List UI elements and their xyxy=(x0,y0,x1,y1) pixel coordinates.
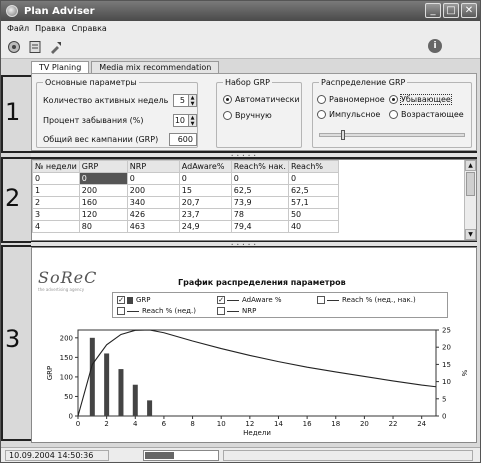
legend-label: Reach % (нед., нак.) xyxy=(342,296,416,304)
table-cell[interactable]: 2 xyxy=(33,197,80,209)
radio-dot[interactable] xyxy=(389,110,398,119)
y2-tick-label: 10 xyxy=(442,378,451,387)
logo-text: SoReC xyxy=(38,268,98,287)
table-row[interactable] xyxy=(33,197,339,209)
radio-dot[interactable] xyxy=(223,95,232,104)
x-tick-label: 22 xyxy=(388,420,398,428)
table-cell[interactable]: 160 xyxy=(79,197,127,209)
weeks-label: Количество активных недель xyxy=(43,96,169,105)
tools-icon[interactable] xyxy=(48,39,64,55)
close-button[interactable]: ✕ xyxy=(461,3,477,18)
grp-label: Общий вес кампании (GRP) xyxy=(43,135,159,144)
section-number: 3 xyxy=(5,325,21,353)
legend-label: NRP xyxy=(242,307,257,315)
legend-label: GRP xyxy=(136,296,151,304)
x-tick-label: 14 xyxy=(274,420,283,428)
radio-dot[interactable] xyxy=(389,95,398,104)
open-icon[interactable] xyxy=(6,39,22,55)
table-cell[interactable]: 0 xyxy=(127,173,179,185)
y2-tick-label: 0 xyxy=(442,412,447,421)
parameters-panel xyxy=(31,73,477,151)
grp-bar xyxy=(104,353,109,416)
table-cell[interactable]: 0 xyxy=(179,173,231,185)
col-header[interactable]: NRP xyxy=(127,161,179,173)
table-cell[interactable]: 57,1 xyxy=(288,197,338,209)
status-panel xyxy=(223,450,473,461)
table-cell[interactable]: 200 xyxy=(127,185,179,197)
table-cell[interactable]: 50 xyxy=(288,209,338,221)
table-cell[interactable]: 20,7 xyxy=(179,197,231,209)
table-cell[interactable]: 80 xyxy=(79,221,127,233)
x-tick-label: 6 xyxy=(161,420,167,428)
status-bar xyxy=(1,447,480,462)
radio-dot[interactable] xyxy=(223,111,232,120)
table-cell[interactable]: 0 xyxy=(288,173,338,185)
table-cell[interactable]: 340 xyxy=(127,197,179,209)
table-cell[interactable]: 24,9 xyxy=(179,221,231,233)
grp-set-group xyxy=(216,78,302,148)
grp-dist-title: Распределение GRP xyxy=(321,78,406,87)
col-header[interactable]: № недели xyxy=(33,161,80,173)
basic-params-group xyxy=(36,78,198,148)
forget-input[interactable]: 10 xyxy=(173,114,189,127)
tab-bar xyxy=(31,61,221,73)
radio-label: Вручную xyxy=(235,111,272,120)
y-tick-label: 50 xyxy=(64,392,73,401)
radio-label: Автоматически xyxy=(235,95,300,104)
grp-bar xyxy=(133,385,138,416)
x-tick-label: 2 xyxy=(104,420,109,428)
table-cell[interactable]: 73,9 xyxy=(231,197,288,209)
dist-increasing-radio[interactable] xyxy=(389,110,464,119)
table-cell[interactable]: 463 xyxy=(127,221,179,233)
legend-label: AdAware % xyxy=(242,296,282,304)
weeks-stepper[interactable]: ▲ ▼ xyxy=(188,94,197,107)
dist-impulse-radio[interactable] xyxy=(317,110,380,119)
x-tick-label: 24 xyxy=(417,420,427,428)
col-header[interactable]: GRP xyxy=(79,161,127,173)
table-cell[interactable]: 4 xyxy=(33,221,80,233)
app-icon xyxy=(6,5,18,17)
grp-bar xyxy=(90,338,95,416)
x-tick-label: 18 xyxy=(331,420,341,428)
radio-dot[interactable] xyxy=(317,110,326,119)
chart-panel xyxy=(31,247,477,443)
table-cell[interactable]: 62,5 xyxy=(288,185,338,197)
table-cell[interactable]: 0 xyxy=(79,173,127,185)
x-tick-label: 4 xyxy=(133,420,138,428)
radio-label: Убывающее xyxy=(401,95,451,104)
y2-axis-label: % xyxy=(460,369,468,377)
weeks-input[interactable]: 5 xyxy=(173,94,189,107)
table-row[interactable] xyxy=(33,185,339,197)
table-cell[interactable]: 426 xyxy=(127,209,179,221)
table-cell[interactable]: 62,5 xyxy=(231,185,288,197)
dist-uniform-radio[interactable] xyxy=(317,95,385,104)
table-row[interactable] xyxy=(33,221,339,233)
forget-stepper[interactable]: ▲ ▼ xyxy=(188,114,197,127)
scroll-thumb[interactable] xyxy=(466,172,475,196)
radio-label: Равномерное xyxy=(329,95,385,104)
grp-bar xyxy=(147,400,152,416)
y-tick-label: 0 xyxy=(68,412,73,421)
tab-media-mix[interactable]: Media mix recommendation xyxy=(91,61,219,73)
toolbar xyxy=(1,35,480,59)
adaware-line xyxy=(78,330,436,416)
logo-subtext: the advertising agency xyxy=(38,287,85,292)
splitter-top[interactable]: • • • • • xyxy=(31,153,477,157)
scroll-down-icon[interactable]: ▼ xyxy=(465,229,476,240)
menu-help[interactable]: Справка xyxy=(71,23,107,33)
table-cell[interactable]: 15 xyxy=(179,185,231,197)
radio-label: Возрастающее xyxy=(401,110,464,119)
col-header[interactable]: Reach% xyxy=(288,161,338,173)
table-header-row xyxy=(33,161,339,173)
y2-tick-label: 25 xyxy=(442,326,451,335)
radio-label: Импульсное xyxy=(329,110,381,119)
x-axis-label: Недели xyxy=(243,429,271,437)
checkbox[interactable]: ✓ xyxy=(218,296,224,304)
table-row[interactable] xyxy=(33,173,339,185)
plot-frame xyxy=(78,330,436,416)
table-cell[interactable]: 78 xyxy=(231,209,288,221)
section-number: 2 xyxy=(5,184,21,212)
splitter-bottom[interactable]: • • • • • xyxy=(31,242,477,246)
y-tick-label: 150 xyxy=(59,353,73,362)
table-cell[interactable]: 3 xyxy=(33,209,80,221)
window-title: Plan Adviser xyxy=(24,5,95,17)
progress-bar xyxy=(143,450,219,461)
y-tick-label: 200 xyxy=(59,334,73,343)
grp-set-auto-radio[interactable] xyxy=(223,95,300,104)
scroll-up-icon[interactable]: ▲ xyxy=(465,160,476,171)
y2-tick-label: 5 xyxy=(442,395,447,404)
table-cell[interactable]: 1 xyxy=(33,185,80,197)
save-icon[interactable] xyxy=(27,39,43,55)
basic-params-title: Основные параметры xyxy=(45,78,137,87)
x-tick-label: 20 xyxy=(359,420,369,428)
grp-dist-group xyxy=(312,78,472,148)
x-tick-label: 12 xyxy=(245,420,255,428)
menu-bar xyxy=(1,21,480,35)
checkbox[interactable]: ✓ xyxy=(118,296,124,304)
table-cell[interactable]: 40 xyxy=(288,221,338,233)
table-cell[interactable]: 79,4 xyxy=(231,221,288,233)
menu-file[interactable]: Файл xyxy=(7,23,30,33)
x-tick-label: 16 xyxy=(302,420,312,428)
table-cell[interactable]: 0 xyxy=(33,173,80,185)
table-cell[interactable]: 0 xyxy=(231,173,288,185)
legend-label: Reach % (нед.) xyxy=(142,307,196,315)
minimize-button[interactable]: _ xyxy=(425,3,441,18)
grp-input[interactable]: 600 xyxy=(169,133,197,146)
radio-dot[interactable] xyxy=(317,95,326,104)
progress-fill xyxy=(145,452,174,459)
col-header[interactable]: AdAware% xyxy=(179,161,231,173)
grp-chart xyxy=(32,248,476,442)
y-tick-label: 100 xyxy=(59,373,73,382)
col-header[interactable]: Reach% нак. xyxy=(231,161,288,173)
title-bar[interactable] xyxy=(1,1,480,21)
table-cell[interactable]: 120 xyxy=(79,209,127,221)
tab-tv-planing[interactable]: TV Planing xyxy=(31,61,89,73)
data-table xyxy=(32,160,339,233)
maximize-button[interactable]: □ xyxy=(443,3,459,18)
table-scrollbar[interactable] xyxy=(464,160,476,240)
menu-edit[interactable]: Правка xyxy=(35,23,66,33)
data-table-panel xyxy=(31,159,477,241)
info-icon[interactable]: i xyxy=(428,39,442,53)
x-tick-label: 0 xyxy=(75,420,81,428)
section-number: 1 xyxy=(5,98,21,126)
chart-title: График распределения параметров xyxy=(178,278,346,287)
y-axis-label: GRP xyxy=(46,365,54,381)
slider-thumb[interactable] xyxy=(341,130,345,140)
x-tick-label: 8 xyxy=(190,420,195,428)
x-tick-label: 10 xyxy=(216,420,226,428)
y2-tick-label: 20 xyxy=(442,343,451,352)
dist-decreasing-radio[interactable] xyxy=(389,95,451,104)
grp-bar xyxy=(118,369,123,416)
forget-label: Процент забывания (%) xyxy=(43,116,144,125)
table-cell[interactable]: 23,7 xyxy=(179,209,231,221)
table-cell[interactable]: 200 xyxy=(79,185,127,197)
grp-set-manual-radio[interactable] xyxy=(223,111,272,120)
grp-set-title: Набор GRP xyxy=(225,78,270,87)
y2-tick-label: 15 xyxy=(442,360,451,369)
status-datetime: 10.09.2004 14:50:36 xyxy=(5,450,109,461)
table-row[interactable] xyxy=(33,209,339,221)
